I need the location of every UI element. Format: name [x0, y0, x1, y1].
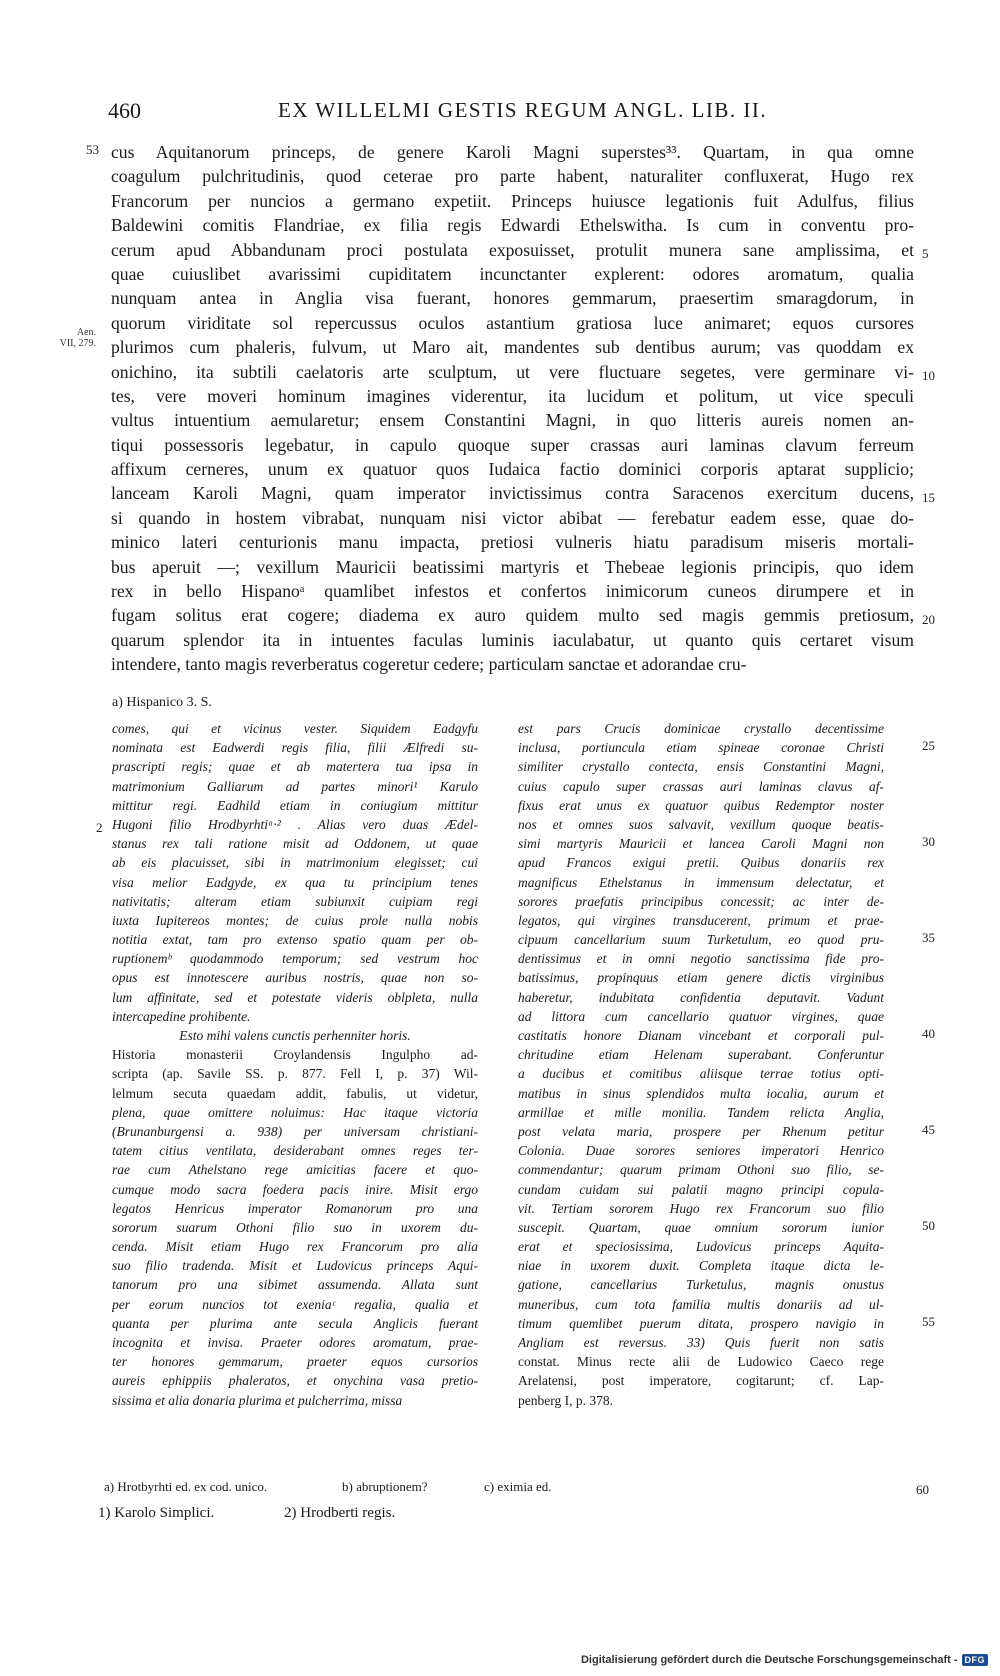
- text-line: quarum splendor ita in intuentes faculas luminis iaculabatur, ut quanto quis certaret visum: [111, 629, 914, 650]
- text-line: plena, quae omittere noluimus: Hac itaque victoria: [112, 1104, 478, 1120]
- line-number: 50: [922, 1218, 935, 1233]
- text-line: tatem citius ventilata, desiderabant omnes reges ter-: [112, 1143, 478, 1159]
- text-line: a ducibus et comitibus aliisque terrae totius opti-: [518, 1066, 884, 1082]
- text-line: Colonia. Duae sorores seniores imperatori Henrico: [518, 1143, 884, 1159]
- text-line: sorores praefatis principibus concessit; ac inter de-: [518, 893, 884, 909]
- text-line: (Brunanburgensi a. 938) per universam christiani-: [112, 1123, 478, 1139]
- text-line: opus est innotescere auribus nostris, quae non so-: [112, 970, 478, 986]
- text-line: ab eis placuisset, sibi in matrimonium elegisset; cui: [112, 855, 478, 871]
- text-line: magnificus Ethelstanus in immensum delectatur, et: [518, 874, 884, 890]
- running-title: EX WILLELMI GESTIS REGUM ANGL. LIB. II.: [278, 98, 768, 122]
- text-line: Angliam est reversus. 33) Quis fuerit non satis: [518, 1335, 884, 1350]
- text-line: commendantur; quarum primam Othoni suo filio, se-: [518, 1162, 884, 1178]
- text-line: suo filio tradenda. Misit et Ludovicus princeps Aqui-: [112, 1258, 478, 1274]
- text-line: cenda. Misit etiam Hugo rex Francorum pro alia: [112, 1239, 478, 1255]
- text-line: legatos Henricus imperator Romanorum pro una: [112, 1200, 478, 1216]
- main-text-block: [111, 140, 914, 677]
- text-line: lanceam Karoli Magni, quam imperator invictissimus contra Saracenos exercitum ducens,: [111, 483, 914, 504]
- running-header: [108, 98, 928, 128]
- text-line: aureis ephippiis phaleratos, et onychina vasa pretio-: [112, 1373, 478, 1389]
- text-line: cerum apud Abbandunam proci postulata exposuisset, protulit munera sane amplissima, et: [111, 239, 914, 260]
- line-number: 30: [922, 834, 935, 849]
- text-line: nominata est Eadwerdi regis filia, filii Ælfredi su-: [112, 740, 478, 756]
- text-line: quorum viriditate sol repercussus oculos astantium gratiosa luce animaret; equos cursores: [111, 312, 914, 333]
- text-line: Hugoni filio Hrodbyrhtiᵃ·² . Alias vero duas Ædel-: [112, 816, 478, 832]
- text-line: chritudine etiam Helenam superabant. Conferuntur: [518, 1047, 884, 1063]
- text-line: Arelatensi, post imperatore, cogitarunt; cf. Lap-: [518, 1373, 884, 1389]
- text-line: penberg I, p. 378.: [518, 1392, 613, 1408]
- text-line: cuius capulo super crassas auri laminas clavus af-: [518, 778, 884, 794]
- margin-reference: 53: [86, 142, 99, 157]
- margin-note-aeneid: [50, 327, 96, 349]
- line-number: 20: [922, 612, 935, 627]
- critical-apparatus-top: a) Hispanico 3. S.: [112, 695, 212, 710]
- note-margin-number: 2: [96, 820, 103, 835]
- notes-column-left: [112, 719, 478, 1410]
- line-number: 55: [922, 1314, 935, 1329]
- line-number: 5: [922, 246, 929, 261]
- text-line: cumque modo sacra foedera pacis inire. Misit ergo: [112, 1181, 478, 1197]
- dfg-logo: DFG: [962, 1654, 989, 1666]
- text-line: iuxta Iupitereos montes; de cuius prole nulla nobis: [112, 912, 478, 928]
- text-line: lum affinitate, sed et potestate videris oblpleta, nulla: [112, 989, 478, 1005]
- text-line: gatione, cancellarius Turketulus, magnis onustus: [518, 1277, 884, 1293]
- text-line: dentissimus et in omni negotio sanctissima fide pro-: [518, 951, 884, 967]
- text-line: ter honores gemmarum, praeter equos cursorios: [112, 1354, 478, 1370]
- text-line: rex in bello Hispanoᵃ quamlibet infestos et confertos inimicorum cuneos dirumpere et in: [111, 581, 914, 602]
- text-line: legatos, qui virgines transducerent, primum et prae-: [518, 912, 884, 928]
- text-line: matrimonium Galliarum ad partes minori¹ Karulo: [112, 778, 478, 794]
- text-line: rae cum Athelstano rege amicitias facere et quo-: [112, 1162, 478, 1178]
- text-line: post velata maria, prospere per Rhenum petitur: [518, 1123, 884, 1139]
- text-line: comes, qui et vicinus vester. Siquidem Eadgyfu: [112, 721, 478, 736]
- text-line: onichino, ita subtili caelatoris arte sculptum, ut vere fluctuare segetes, vere germinare vi-: [111, 361, 914, 382]
- line-number: 10: [922, 368, 935, 383]
- text-line: tanorum pro una sibimet assumenda. Allata sunt: [112, 1277, 478, 1293]
- text-line: constat. Minus recte alii de Ludowico Caeco rege: [518, 1354, 884, 1370]
- text-line: bus aperuit —; vexillum Mauricii beatissimi martyris et Thebeae legionis principis, quo idem: [111, 556, 914, 577]
- line-number: 45: [922, 1122, 935, 1137]
- text-line: Baldewini comitis Flandriae, ex filia regis Edwardi Ethelswitha. Is cum in conventu pro-: [111, 215, 914, 236]
- text-line: vultus intuentium aemularetur; ensem Constantini Magni, in quo litteris aureis nomen an-: [111, 410, 914, 431]
- text-line: cipuum cancellarium suum Turketulum, eo quod pru-: [518, 932, 884, 948]
- text-line: mittitur regi. Eadhild etiam in coniugium mittitur: [112, 797, 478, 813]
- text-line: Francorum per nuncios a germano expetiit. Princeps huiusce legationis fuit Adulfus, filius: [111, 190, 914, 211]
- text-line: scripta (ap. Savile SS. p. 877. Fell I, p. 37) Wil-: [112, 1066, 478, 1082]
- text-line: cundam cuidam sui palatii magno principi copula-: [518, 1181, 884, 1197]
- text-line: plurimos cum phaleris, fulvum, ut Maro ait, mandentes sub dentibus aurum; vas quoddam ex: [111, 337, 914, 358]
- text-line: Esto mihi valens cunctis perhenniter horis.: [179, 1028, 411, 1043]
- text-line: si quando in hostem vibrabat, nunquam nisi victor abibat — ferebatur eadem esse, quae do-: [111, 507, 914, 528]
- text-line: suscepit. Quartam, quae omnium sororum iunior: [518, 1219, 884, 1235]
- apparatus-entry: b) abruptionem?: [342, 1479, 428, 1494]
- text-line: intendere, tanto magis reverberatus cogeretur cedere; particulam sanctae et adorandae cru-: [111, 654, 747, 675]
- text-line: nativitatis; alteram etiam subiunxit cuipiam regi: [112, 893, 478, 909]
- text-line: erat et speciosissima, Ludovicus princeps Aquita-: [518, 1239, 884, 1255]
- text-line: visa melior Eadgyde, ex qua tu principium tenes: [112, 874, 478, 890]
- text-line: apud Francos exigui pretii. Quibus donariis rex: [518, 855, 884, 871]
- text-line: simi martyris Mauricii et lancea Caroli Magni non: [518, 836, 884, 852]
- text-line: per eorum nuncios tot exeniaᶜ regalia, qualia et: [112, 1296, 478, 1312]
- text-line: ruptionemᵇ quodammodo temporum; sed vestrum hoc: [112, 951, 478, 967]
- text-line: nunquam antea in Anglia visa fuerant, honores gemmarum, praesertim smaragdorum, in: [111, 288, 914, 309]
- text-line: ad littora cum cancellario quatuor virgines, quae: [518, 1008, 884, 1024]
- footnote: 2) Hrodberti regis.: [284, 1505, 396, 1521]
- line-number: 40: [922, 1026, 935, 1041]
- text-line: quanta per plurima ante secula Anglicis fuerant: [112, 1315, 478, 1331]
- text-line: inclusa, portiuncula etiam spineae coronae Christi: [518, 740, 884, 756]
- text-line: nos et omnes suos salvavit, vexillum quoque beatis-: [518, 816, 884, 832]
- text-line: haberetur, indubitata confidentia deputavit. Vadunt: [518, 989, 884, 1005]
- page-number: 460: [108, 98, 141, 123]
- text-line: timum quemlibet puerum ditata, prospero navigio in: [518, 1315, 884, 1331]
- text-line: vit. Tertiam sororem Hugo rex Francorum suo filio: [518, 1200, 884, 1216]
- text-line: tes, vere moveri hominum imagines viderentur, ita lucidum et politum, ut vice speculi: [111, 385, 914, 406]
- text-line: coagulum pulchritudinis, quod ceterae pro parte habent, naturaliter confluxerat, Hugo rex: [111, 166, 914, 187]
- text-line: est pars Crucis dominicae crystallo decentissime: [518, 721, 884, 736]
- text-line: cus Aquitanorum princeps, de genere Karoli Magni superstes³³. Quartam, in qua omne: [111, 142, 914, 162]
- text-line: Historia monasterii Croylandensis Ingulpho ad-: [112, 1047, 478, 1063]
- text-line: castitatis honore Dianam vincebant et corporali pul-: [518, 1028, 884, 1043]
- text-line: notitia extat, tam pro extenso spatio quam per ob-: [112, 932, 478, 948]
- line-number: 35: [922, 930, 935, 945]
- text-line: armillae et mille monilia. Tandem relicta Anglia,: [518, 1104, 884, 1120]
- text-line: minico lateri centurionis manu impacta, pretiosi vulneris hiatu paradisum miseris mortali-: [111, 532, 914, 553]
- text-line: tiqui possessoris legebatur, in capulo quoque super crassas auri laminas clavum ferreum: [111, 434, 914, 455]
- text-line: intercapedine prohibente.: [112, 1008, 251, 1024]
- text-line: matibus in sinus splendidos multa iocalia, aurum et: [518, 1085, 884, 1101]
- digitization-credit: [581, 1654, 988, 1666]
- text-line: niae in uxorem duxit. Completa itaque dicta le-: [518, 1258, 884, 1274]
- text-line: fugam solitus erat cogere; diadema ex auro quidem multo sed magis gemmis pretiosum,: [111, 605, 914, 626]
- text-line: affixum cerneres, unum ex quatuor quos Iudaica factio dominici corporis aptarat supplicio;: [111, 459, 914, 480]
- notes-column-right: [518, 719, 884, 1410]
- margin-note-line: Aen.: [76, 327, 96, 338]
- text-line: batissimus, propinquus etiam genere dictis virginibus: [518, 970, 884, 986]
- text-line: prascripti regis; quae et ab matertera tua ipsa in: [112, 759, 478, 775]
- line-number: 25: [922, 738, 935, 753]
- text-line: fixus erat unus ex quatuor quibus Redemptor noster: [518, 797, 884, 813]
- footnote: 1) Karolo Simplici.: [98, 1505, 215, 1521]
- text-line: quae cuiuslibet avarissimi cupiditatem incunctanter explerent: odores aromatum, qualia: [111, 263, 914, 284]
- text-line: sororum suarum Othoni filio suo in uxorem du-: [112, 1219, 478, 1235]
- digitization-credit-text: Digitalisierung gefördert durch die Deutsche Forschungsgemeinschaft -: [580, 1654, 958, 1666]
- text-line: lelmum secuta quaedam addit, fabulis, ut videtur,: [112, 1085, 478, 1101]
- line-number: 15: [922, 490, 935, 505]
- apparatus-entry: a) Hrotbyrhti ed. ex cod. unico.: [104, 1479, 268, 1494]
- text-line: sissima et alia donaria plurima et pulcherrima, missa: [112, 1392, 403, 1408]
- text-line: stanus rex tali ratione misit ad Oddonem, ut quae: [112, 836, 478, 852]
- text-line: muneribus, cum tota familia multis donariis ad ul-: [518, 1296, 884, 1312]
- text-line: incognita et invisa. Praeter odores aromatum, prae-: [112, 1335, 478, 1350]
- line-number: 60: [916, 1482, 929, 1497]
- margin-note-line: VII, 279.: [59, 338, 96, 349]
- apparatus-entry: c) eximia ed.: [484, 1479, 552, 1494]
- text-line: similiter crystallo contecta, ensis Constantini Magni,: [518, 759, 884, 775]
